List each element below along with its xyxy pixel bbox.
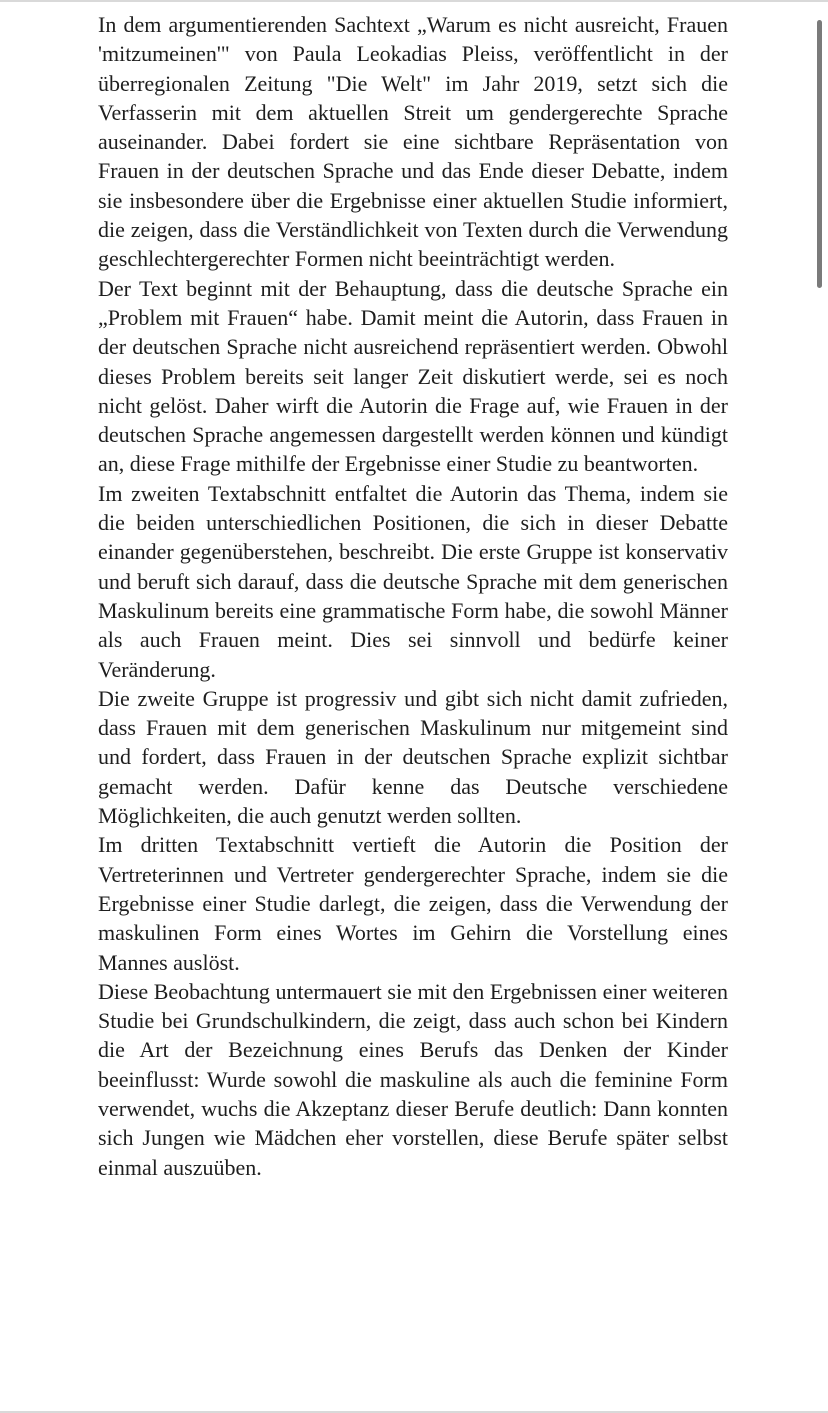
paragraph-study-evidence: Diese Beobachtung untermauert sie mit den Ergebnissen einer weiteren Studie bei Grundschulkindern, die zeigt, dass auch schon bei Kindern die Art der Bezeichnung eines Berufs das Denken der Kinder beeinflusst: Wurde sowohl die maskuline als auch die feminine Form verwendet, wuchs die Akzeptanz dieser Berufe deutlich: Dann konnten sich Jungen wie Mädchen eher vorstellen, diese Berufe später selbst einmal auszuüben.: [98, 978, 728, 1180]
paragraph-opening-claim: Der Text beginnt mit der Behauptung, dass die deutsche Sprache ein „Problem mit Frauen“ habe. Damit meint die Autorin, dass Frauen in der deutschen Sprache nicht ausreichend repräsentiert werden. Obwohl dieses Problem bereits seit langer Zeit diskutiert werde, sei es noch nicht gelöst. Daher wirft die Autorin die Frage auf, wie Frauen in der deutschen Sprache angemessen dargestellt werden können und kündigt an, diese Frage mithilfe der Ergebnisse einer Studie zu beantworten.: [98, 275, 728, 477]
paragraph-second-group: Die zweite Gruppe ist progressiv und gibt sich nicht damit zufrieden, dass Frauen mit dem generischen Maskulinum nur mitgemeint sind und fordert, dass Frauen in der deutschen Sprache explizit sichtbar gemacht werden. Dafür kenne das Deutsche verschiedene Möglichkeiten, die auch genutzt werden sollten.: [98, 685, 728, 829]
paragraph-third-section: Im dritten Textabschnitt vertieft die Autorin die Position der Vertreterinnen und Vertreter gendergerechter Sprache, indem sie die Ergebnisse einer Studie darlegt, die zeigen, dass die Verwendung der maskulinen Form eines Wortes im Gehirn die Vorstellung eines Mannes auslöst.: [98, 832, 728, 975]
paragraph-introduction: In dem argumentierenden Sachtext „Warum es nicht ausreicht, Frauen 'mitzumeinen'" von Paula Leokadias Pleiss, veröffentlicht in der überregionalen Zeitung "Die Welt" im Jahr 2019, setzt sich die Verfasserin mit dem aktuellen Streit um gendergerechte Sprache auseinander. Dabei fordert sie eine sichtbare Repräsentation von Frauen in der deutschen Sprache und das Ende dieser Debatte, indem sie insbesondere über die Ergebnisse einer aktuellen Studie informiert, die zeigen, dass die Verständlichkeit von Texten durch die Verwendung geschlechtergerechter Formen nicht beeinträchtigt werden.: [98, 12, 728, 272]
document-body: [98, 10, 728, 1182]
vertical-scrollbar-thumb[interactable]: [817, 20, 822, 288]
top-divider: [0, 0, 828, 2]
paragraph-second-section: Im zweiten Textabschnitt entfaltet die Autorin das Thema, indem sie die beiden unterschiedlichen Positionen, die sich in dieser Debatte einander gegenüberstehen, beschreibt. Die erste Gruppe ist konservativ und beruft sich darauf, dass die deutsche Sprache mit dem generischen Maskulinum bereits eine grammatische Form habe, die sowohl Männer als auch Frauen meint. Dies sei sinnvoll und bedürfe keiner Veränderung.: [98, 480, 728, 682]
